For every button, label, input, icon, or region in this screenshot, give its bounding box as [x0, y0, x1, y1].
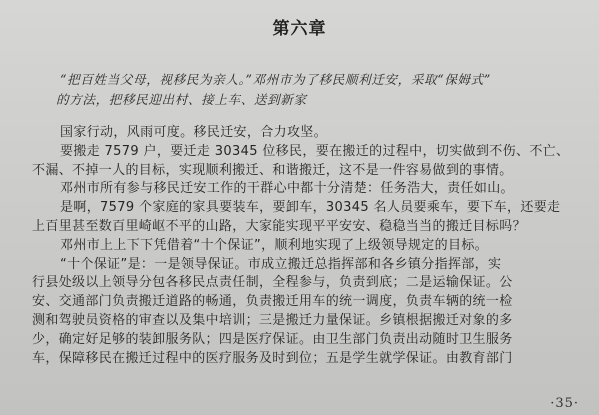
- body-line: 测和驾驶员资格的审查以及集中培训；三是搬迁力量保证。乡镇根据搬迁对象的多: [32, 312, 513, 328]
- body-line: 是啊，7579 个家庭的家具要装车，要卸车，30345 名人员要乘车，要下车，还要走: [60, 200, 561, 216]
- chapter-title: 第六章: [272, 19, 327, 39]
- body-line: 少，确定好足够的装卸服务队；四是医疗保证。由卫生部门负责出动随时卫生服务: [32, 331, 513, 347]
- body-line: 要搬走 7579 户，要迁走 30345 位移民，要在搬迁的过程中，切实做到不伤、不亡、: [60, 143, 570, 159]
- body-line: 行县处级以上领导分包各移民点责任制，全程参与，负责到底；二是运输保证。公: [32, 275, 513, 291]
- body-line: 上百里甚至数百里崎岖不平的山路，大家能实现平平安安、稳稳当当的搬迁目标吗？: [32, 218, 526, 234]
- body-line: 邓州市所有参与移民迁安工作的干群心中都十分清楚：任务浩大，责任如山。: [60, 181, 514, 197]
- epigraph-line-1: “把百姓当父母，视移民为亲人。”邓州市为了移民顺利迁安，采取“保姆式”: [60, 72, 491, 87]
- body-line: “十个保证”是：一是领导保证。市成立搬迁总指挥部和各乡镇分指挥部，实: [60, 256, 502, 272]
- body-line: 安、交通部门负责搬迁道路的畅通，负责搬迁用车的统一调度，负责车辆的统一检: [32, 294, 513, 310]
- chapter-epigraph: [56, 70, 580, 110]
- body-text: [32, 124, 588, 368]
- body-line: 车，保障移民在搬迁过程中的医疗服务及时到位；五是学生就学保证。由教育部门: [32, 350, 513, 366]
- page-number: ·35·: [550, 396, 579, 411]
- body-line: 国家行动，风雨可度。移民迁安，合力攻坚。: [60, 125, 328, 140]
- body-line: 邓州市上上下下凭借着“十个保证”，顺利地实现了上级领导规定的目标。: [60, 237, 489, 253]
- epigraph-line-2: 的方法，把移民迎出村、接上车、送到新家: [56, 92, 307, 107]
- body-line: 不漏、不掉一人的目标，实现顺利搬迁、和谐搬迁，这不是一件容易做到的事情。: [32, 162, 513, 178]
